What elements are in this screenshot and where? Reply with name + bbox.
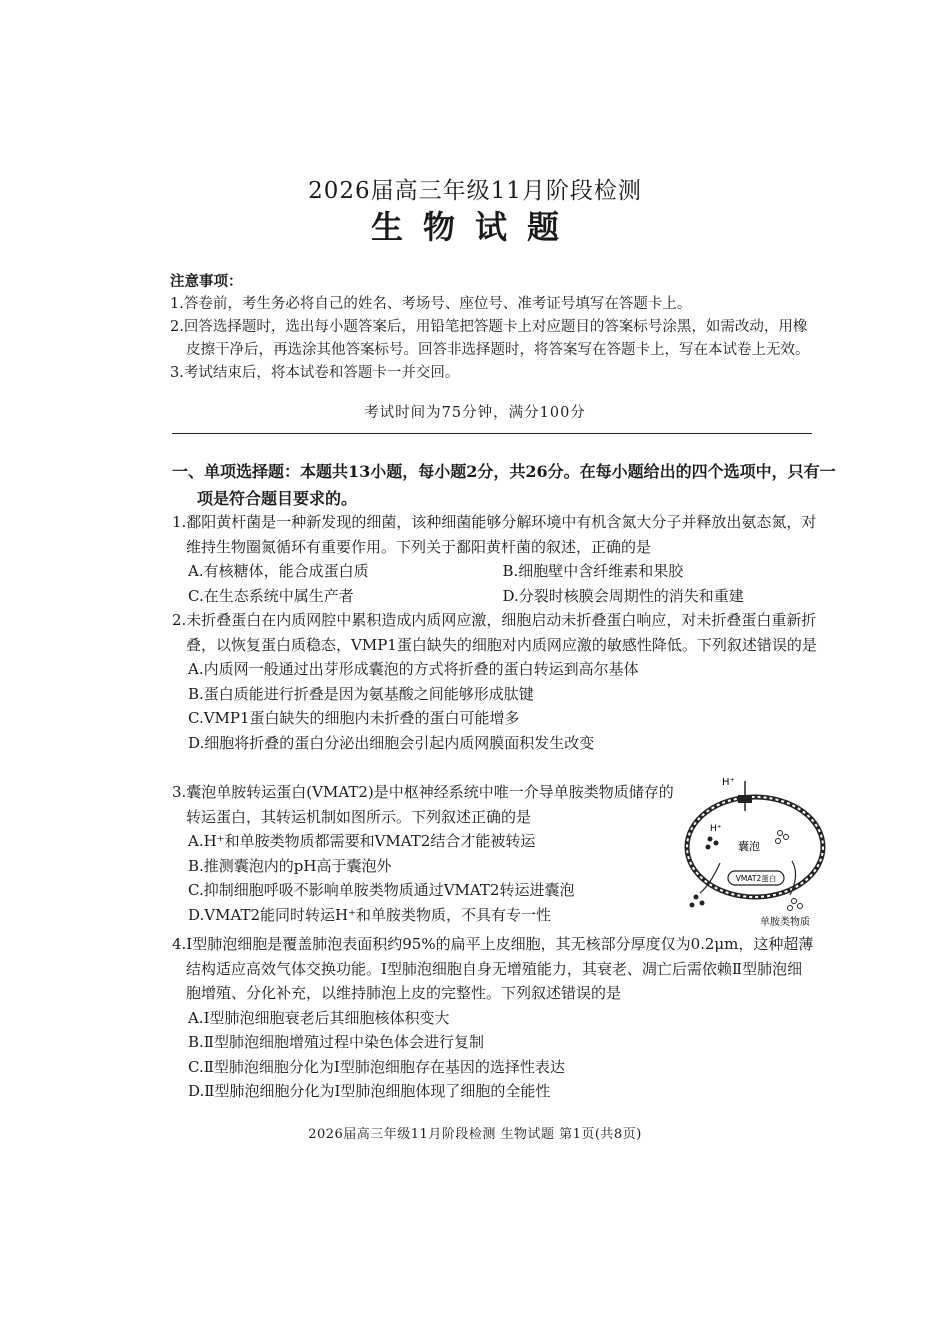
notice-item: 1.答卷前，考生务必将自己的姓名、考场号、座位号、准考证号填写在答题卡上。 <box>170 296 692 312</box>
vmat2-label: VMAT2蛋白 <box>735 874 777 883</box>
question-1 <box>172 510 817 608</box>
question-stem: 4.Ⅰ型肺泡细胞是覆盖肺泡表面积约95%的扁平上皮细胞，其无核部分厚度仅为0.2μm，这种超薄结构适应高效气体交换功能。Ⅰ型肺泡细胞自身无增殖能力，其衰老、凋亡后需依赖Ⅱ型肺泡细胞增殖、分化补充，以维持肺泡上皮的完整性。下列叙述错误的是 <box>172 935 814 1002</box>
option-c: C.VMP1蛋白缺失的细胞内未折叠的蛋白可能增多 <box>188 709 520 727</box>
monoamine-dot <box>776 839 781 844</box>
notice-item: 2.回答选择题时，选出每小题答案后，用铅笔把答题卡上对应题目的答案标号涂黑，如需改动，用橡皮擦干净后，再选涂其他答案标号。回答非选择题时，将答案写在答题卡上，写在本试卷上无效。 <box>170 319 810 358</box>
option-d: D.分裂时核膜会周期性的消失和重建 <box>502 586 744 605</box>
section-title: 一、单项选择题：本题共13小题，每小题2分，共26分。在每小题给出的四个选项中，只有一项是符合题目要求的。 <box>172 462 836 508</box>
notice-item: 3.考试结束后，将本试卷和答题卡一并交回。 <box>170 365 460 381</box>
notice-block <box>170 270 820 385</box>
proton-dot <box>714 841 719 846</box>
option-a: A.H⁺和单胺类物质都需要和VMAT2结合才能被转运 <box>188 832 536 850</box>
question-4 <box>172 932 817 1104</box>
monoamine-dot <box>792 899 797 904</box>
question-stem: 1.鄱阳黄杆菌是一种新发现的细菌，该种细菌能够分解环境中有机含氮大分子并释放出氨态氮，对维持生物圈氮循环有重要作用。下列关于鄱阳黄杆菌的叙述，正确的是 <box>172 513 817 556</box>
option-a: A.Ⅰ型肺泡细胞衰老后其细胞核体积变大 <box>188 1008 450 1027</box>
monoamine-dot <box>778 831 783 836</box>
option-b: B.Ⅱ型肺泡细胞增殖过程中染色体会进行复制 <box>188 1033 484 1051</box>
h-outside-label: H⁺ <box>722 777 735 788</box>
h-inside-label: H⁺ <box>710 824 722 834</box>
divider <box>172 433 812 434</box>
option-a: A.内质网一般通过出芽形成囊泡的方式将折叠的蛋白转运到高尔基体 <box>188 660 639 678</box>
option-a: A.有核糖体，能合成蛋白质 <box>188 562 369 580</box>
option-d: D.Ⅱ型肺泡细胞分化为Ⅰ型肺泡细胞体现了细胞的全能性 <box>188 1082 551 1100</box>
vesicle-label: 囊泡 <box>738 840 760 853</box>
proton-dot <box>690 903 695 908</box>
proton-dot <box>708 837 713 842</box>
vmat2-diagram <box>680 775 840 935</box>
question-2 <box>172 608 817 755</box>
option-b: B.推测囊泡内的pH高于囊泡外 <box>188 856 392 875</box>
option-c: C.在生态系统中属生产者 <box>188 586 354 605</box>
monoamine-dot <box>784 835 789 840</box>
notice-heading: 注意事项： <box>170 273 243 290</box>
option-c: C.抑制细胞呼吸不影响单胺类物质通过VMAT2转运进囊泡 <box>188 881 575 899</box>
monoamine-dot <box>788 906 793 911</box>
option-b: B.细胞壁中含纤维素和果胶 <box>502 562 684 580</box>
option-d: D.VMAT2能同时转运H⁺和单胺类物质，不具有专一性 <box>188 905 552 924</box>
page-footer: 2026届高三年级11月阶段检测 生物试题 第1页(共8页) <box>308 1127 642 1142</box>
option-c: C.Ⅱ型肺泡细胞分化为Ⅰ型肺泡细胞存在基因的选择性表达 <box>188 1057 565 1076</box>
option-b: B.蛋白质能进行折叠是因为氨基酸之间能够形成肽键 <box>188 684 534 703</box>
time-info: 考试时间为75分钟，满分100分 <box>364 405 586 421</box>
proton-dot <box>700 901 705 906</box>
exam-title: 2026届高三年级11月阶段检测 <box>308 178 642 204</box>
question-stem: 2.未折叠蛋白在内质网腔中累积造成内质网应激，细胞启动未折叠蛋白响应，对未折叠蛋白重新折叠，以恢复蛋白质稳态，VMP1蛋白缺失的细胞对内质网应激的敏感性降低。下列叙述错误的是 <box>172 611 817 654</box>
option-d: D.细胞将折叠的蛋白分泌出细胞会引起内质网膜面积发生改变 <box>188 733 595 752</box>
question-stem: 3.囊泡单胺转运蛋白(VMAT2)是中枢神经系统中唯一介导单胺类物质储存的转运蛋白，其转运机制如图所示。下列叙述正确的是 <box>172 783 674 826</box>
subject-title: 生物试题 <box>370 208 579 246</box>
proton-dot <box>694 895 699 900</box>
monoamine-dot <box>798 904 803 909</box>
monoamine-label: 单胺类物质 <box>760 917 810 928</box>
proton-dot <box>706 845 711 850</box>
